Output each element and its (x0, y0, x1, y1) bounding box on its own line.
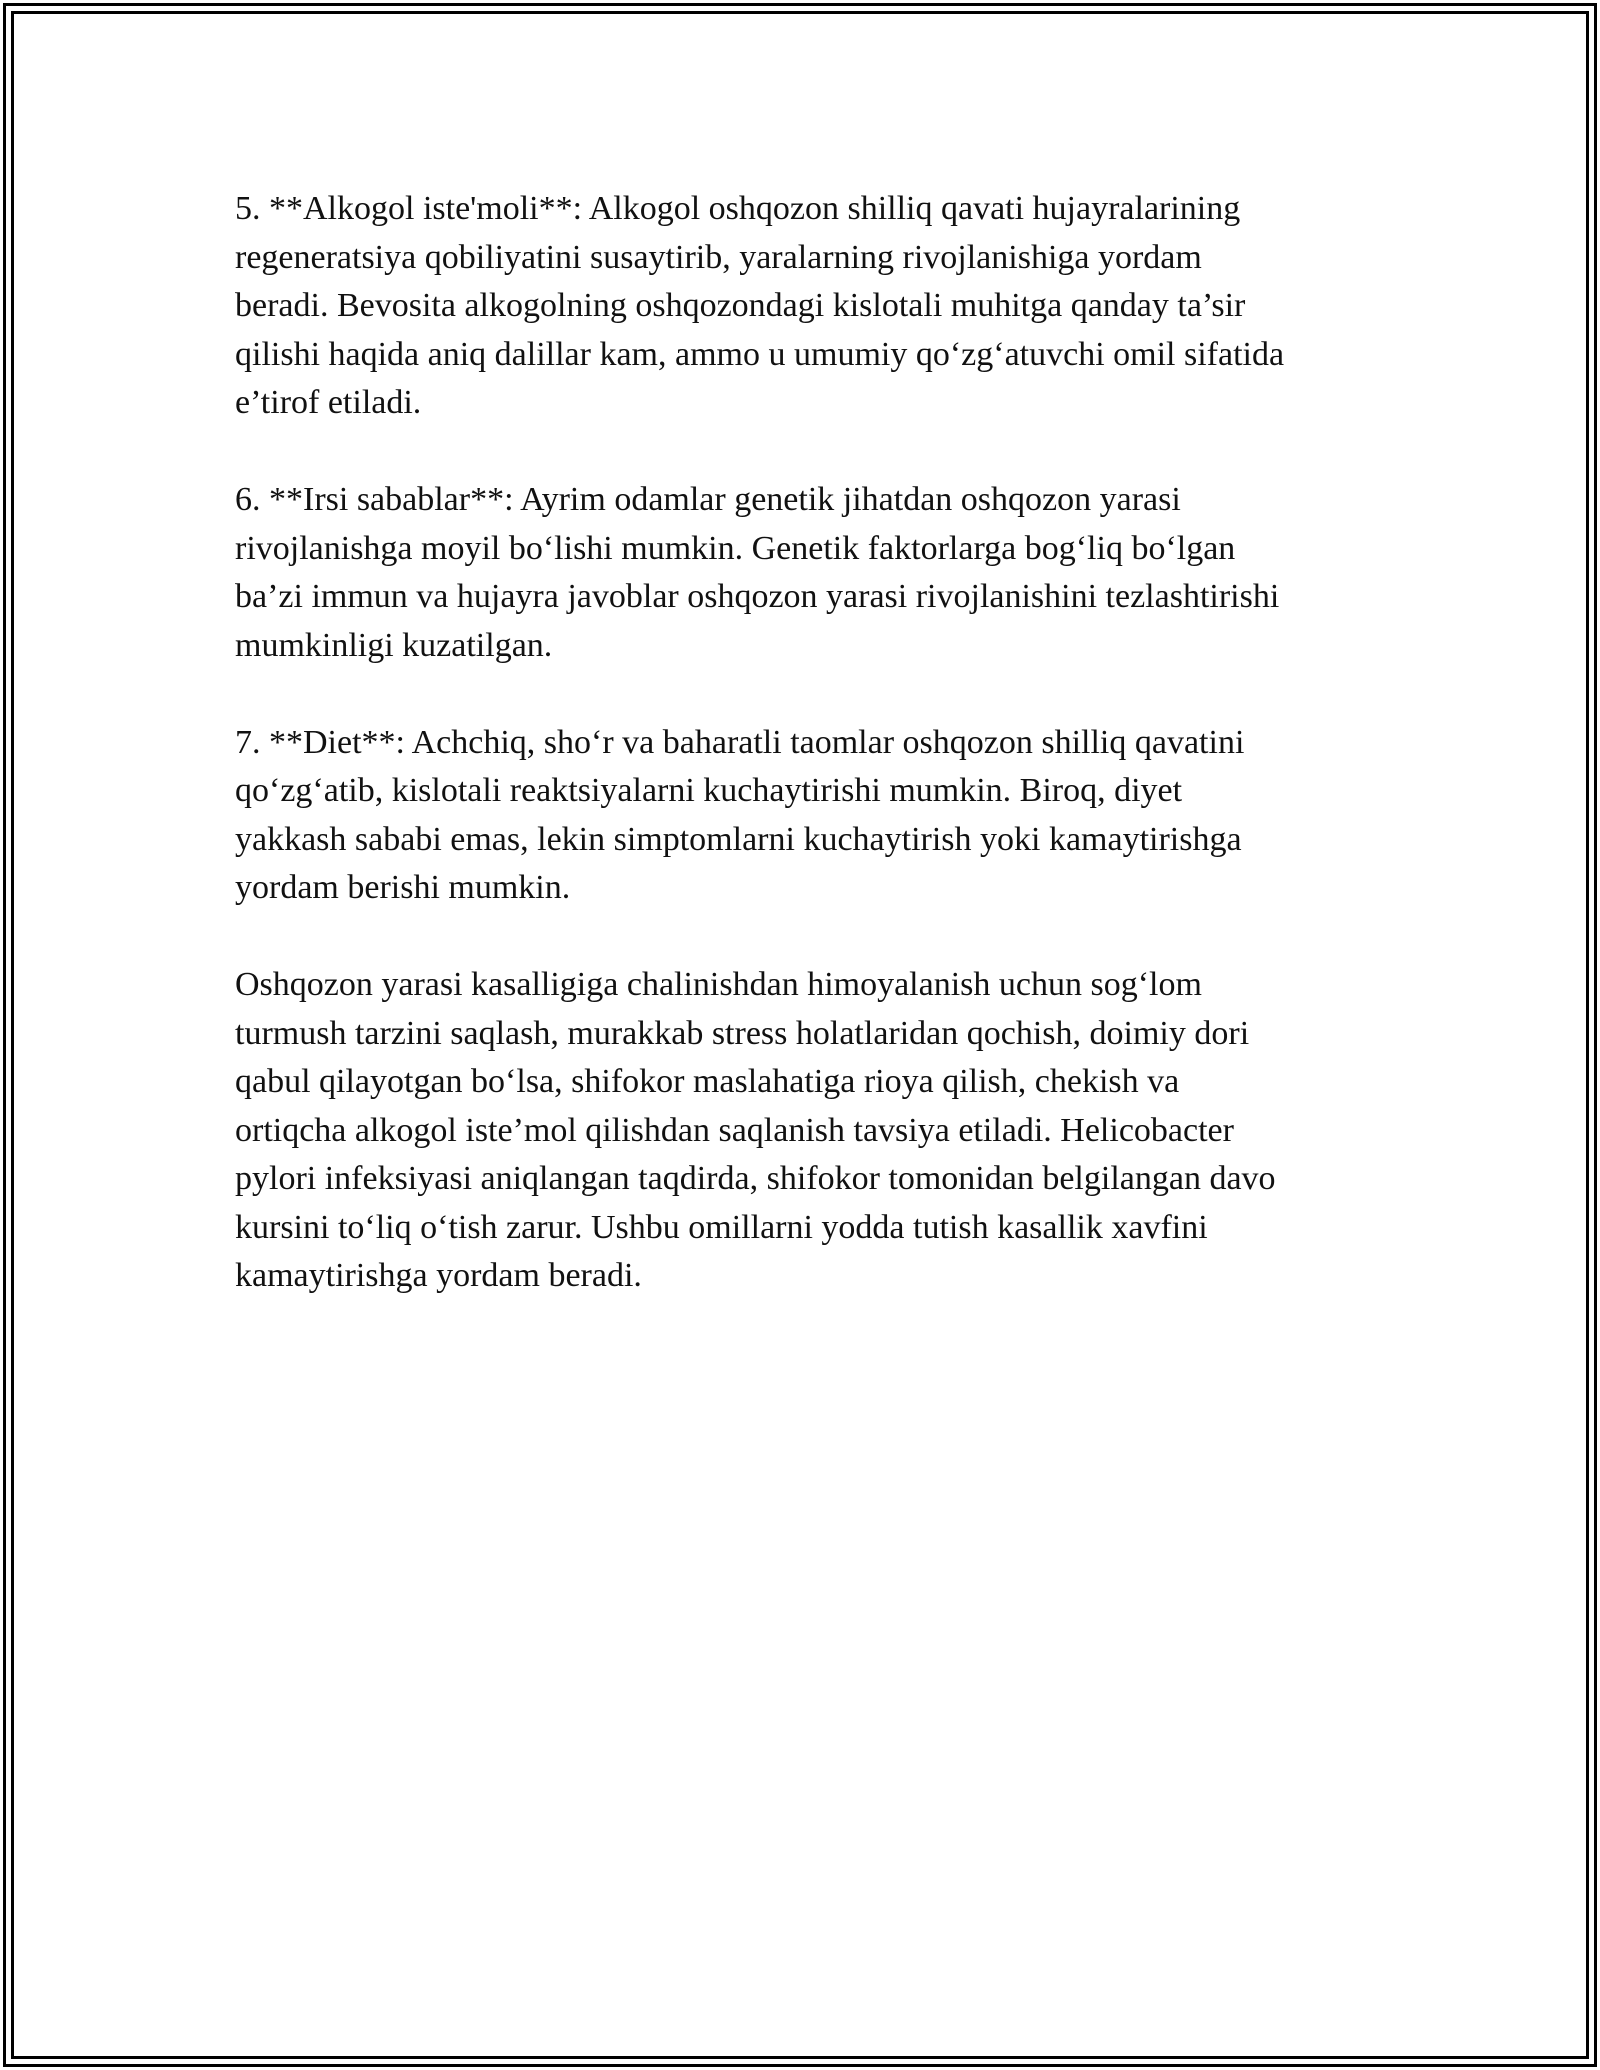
text-line: Oshqozon yarasi kasalligiga chalinishdan himoyalanish uchun sog‘lom (235, 966, 1202, 1003)
paragraph-alcohol (235, 185, 1375, 428)
text-line: qo‘zg‘atib, kislotali reaktsiyalarni kuchaytirishi mumkin. Biroq, diyet (235, 772, 1183, 809)
text-line: qilishi haqida aniq dalillar kam, ammo u umumiy qo‘zg‘atuvchi omil sifatida (235, 335, 1285, 373)
text-line: 7. **Diet**: Achchiq, sho‘r va baharatli taomlar oshqozon shilliq qavatini (235, 723, 1245, 761)
text-line: 5. **Alkogol iste'moli**: Alkogol oshqozon shilliq qavati hujayralarining (235, 190, 1241, 227)
paragraph-diet (235, 719, 1375, 913)
text-line: ba’zi immun va hujayra javoblar oshqozon yarasi rivojlanishini tezlashtirishi (235, 578, 1280, 615)
text-line: beradi. Bevosita alkogolning oshqozondagi kislotali muhitga qanday ta’sir (235, 287, 1246, 324)
text-line: kamaytirishga yordam beradi. (235, 1257, 642, 1294)
text-line: yordam berishi mumkin. (235, 869, 571, 906)
text-line: e’tirof etiladi. (235, 384, 422, 421)
document-body (235, 185, 1375, 1349)
text-line: yakkash sababi emas, lekin simptomlarni kuchaytirish yoki kamaytirishga (235, 820, 1242, 858)
text-line: regeneratsiya qobiliyatini susaytirib, yaralarning rivojlanishiga yordam (235, 238, 1202, 276)
text-line: pylori infeksiyasi aniqlangan taqdirda, shifokor tomonidan belgilangan davo (235, 1160, 1276, 1197)
text-line: mumkinligi kuzatilgan. (235, 626, 553, 664)
paragraph-hereditary (235, 476, 1375, 670)
text-line: qabul qilayotgan bo‘lsa, shifokor maslahatiga rioya qilish, chekish va (235, 1063, 1180, 1100)
text-line: ortiqcha alkogol iste’mol qilishdan saqlanish tavsiya etiladi. Helicobacter (235, 1111, 1234, 1149)
text-line: turmush tarzini saqlash, murakkab stress holatlaridan qochish, doimiy dori (235, 1014, 1250, 1052)
text-line: rivojlanishga moyil bo‘lishi mumkin. Genetik faktorlarga bog‘liq bo‘lgan (235, 529, 1236, 567)
text-line: kursini to‘liq o‘tish zarur. Ushbu omillarni yodda tutish kasallik xavfini (235, 1208, 1208, 1246)
paragraph-conclusion (235, 961, 1375, 1301)
text-line: 6. **Irsi sabablar**: Ayrim odamlar genetik jihatdan oshqozon yarasi (235, 481, 1181, 518)
